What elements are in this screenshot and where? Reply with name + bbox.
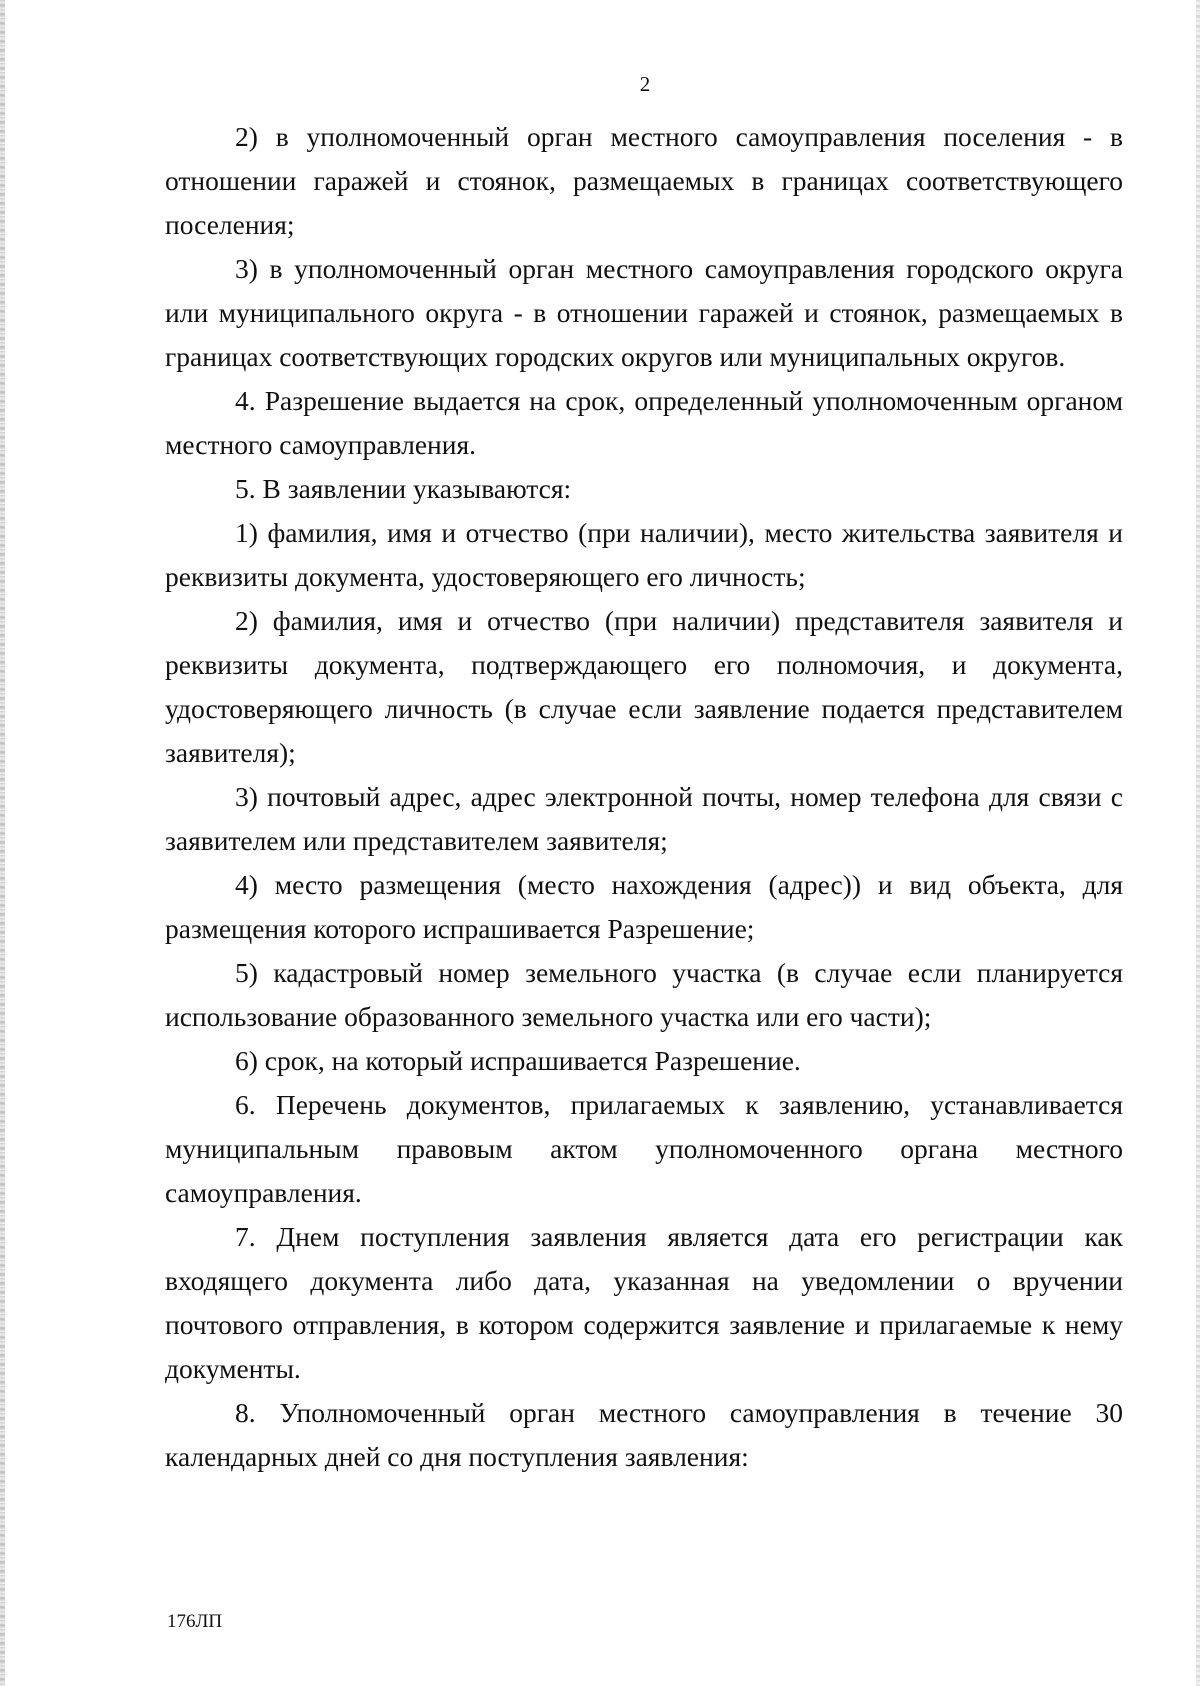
paragraph-item-1-applicant-identity: 1) фамилия, имя и отчество (при наличии), место жительства заявителя и реквизиты документа, удостоверяющего его личность; (165, 517, 1123, 592)
scan-edge-left (0, 0, 5, 1686)
paragraph-item-3-city-district: 3) в уполномоченный орган местного самоуправления городского округа или муниципального округа - в отношении гаражей и стоянок, размещаемых в границах соответствующих городских округов или муниципальных округов. (165, 253, 1123, 372)
paragraph-section-4-permit-term: 4. Разрешение выдается на срок, определенный уполномоченным органом местного самоуправления. (165, 385, 1123, 460)
paragraph-section-5-application-contents: 5. В заявлении указываются: (235, 473, 572, 504)
document-code: 176ЛП (167, 1611, 223, 1632)
paragraph-section-7-receipt-date: 7. Днем поступления заявления является дата его регистрации как входящего документа либо дата, указанная на уведомлении о вручении почтового отправления, в котором содержится заявление и прилагаемые к нему документы. (165, 1221, 1123, 1384)
paragraph-item-4-object-location: 4) место размещения (место нахождения (адрес)) и вид объекта, для размещения которого испрашивается Разрешение; (165, 869, 1123, 944)
scan-edge-right (1196, 0, 1200, 1686)
paragraph-item-2-settlement: 2) в уполномоченный орган местного самоуправления поселения - в отношении гаражей и стоянок, размещаемых в границах соответствующего поселения; (165, 121, 1123, 240)
paragraph-item-3-contacts: 3) почтовый адрес, адрес электронной почты, номер телефона для связи с заявителем или представителем заявителя; (165, 781, 1123, 856)
paragraph-item-2-representative: 2) фамилия, имя и отчество (при наличии) представителя заявителя и реквизиты документа, подтверждающего его полномочия, и документа, удостоверяющего личность (в случае если заявление подается представителем заявителя); (165, 605, 1123, 768)
paragraph-item-5-cadastral-number: 5) кадастровый номер земельного участка (в случае если планируется использование образованного земельного участка или его части); (165, 957, 1123, 1032)
page-number: 2 (639, 72, 651, 96)
document-body (165, 115, 1123, 1479)
paragraph-section-8-review-period: 8. Уполномоченный орган местного самоуправления в течение 30 календарных дней со дня поступления заявления: (165, 1397, 1123, 1472)
paragraph-item-6-requested-term: 6) срок, на который испрашивается Разрешение. (235, 1045, 801, 1076)
paragraph-section-6-documents-list: 6. Перечень документов, прилагаемых к заявлению, устанавливается муниципальным правовым актом уполномоченного органа местного самоуправления. (165, 1089, 1123, 1208)
